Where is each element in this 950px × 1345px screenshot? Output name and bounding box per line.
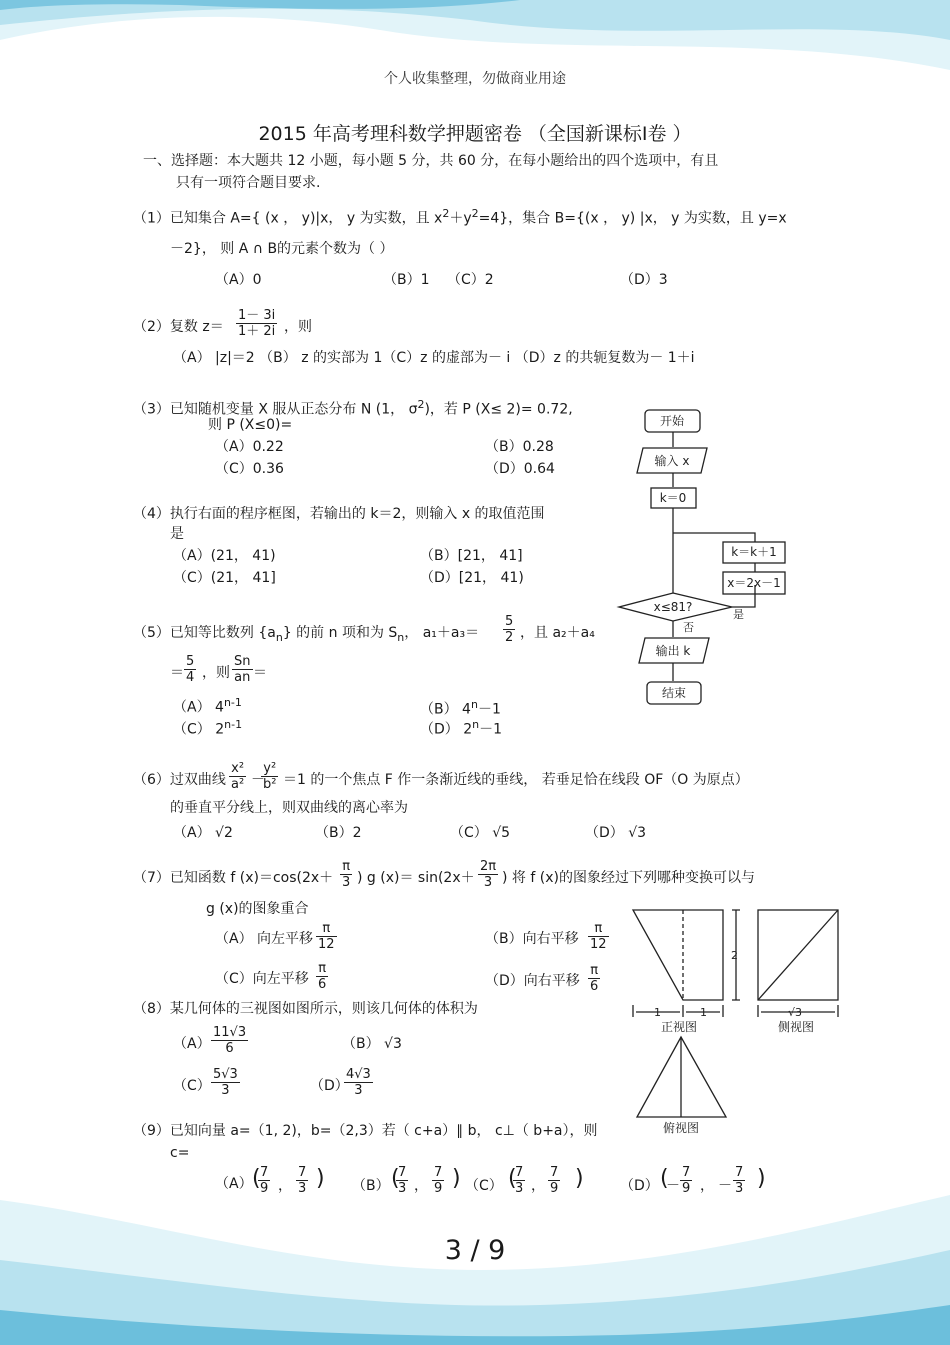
q9-option-d-label: （D） (620, 1178, 659, 1194)
q4-option-b: （B）[21， 41] (420, 548, 523, 564)
q3-option-b: （B）0.28 (485, 439, 554, 455)
flow-yes-label: 是 (733, 608, 744, 621)
q9-option-a-lparen: ( (252, 1166, 261, 1191)
flow-no-label: 否 (683, 621, 694, 634)
q7-option-b: （B）向右平移 (485, 931, 579, 947)
q9-option-b-rparen: ) (452, 1166, 461, 1191)
q6-tail: ＝1 的一个焦点 F 作一条渐近线的垂线， 若垂足恰在线段 OF（O 为原点） (283, 772, 749, 788)
q8-option-a-fraction: $\frac{11√3}{6}$ (213, 1025, 247, 1056)
q7-mid: ) g (x)＝ sin(2x＋ (357, 870, 475, 886)
flow-start-label: 开始 (659, 414, 685, 428)
q7-option-a-fraction: $\frac{\pi}{12}$ (318, 921, 335, 952)
q8-option-c: （C） (173, 1078, 211, 1094)
q5-and: ，且 a₂＋a₄ (520, 625, 595, 641)
q9-option-b-comma: ， (414, 1178, 428, 1194)
q5-eq2: ＝ (253, 665, 267, 681)
flow-init-label: k＝0 (659, 491, 687, 505)
q7-tail: ) 将 f (x)的图象经过下列哪种变换可以与 (502, 870, 755, 886)
q5-then: ，则 (202, 665, 230, 681)
q2-lead: （2）复数 z＝ (133, 319, 224, 335)
section-instructions-line1: 一、选择题：本大题共 12 小题，每小题 5 分，共 60 分，在每小题给出的四个选项中，有且 (143, 153, 719, 169)
three-view-drawing (628, 905, 843, 1140)
q4-line1: （4）执行右面的程序框图，若输出的 k＝2，则输入 x 的取值范围 (133, 506, 545, 522)
q9-option-a-frac2: $\frac{7}{3}$ (298, 1165, 307, 1196)
flow-x-update-label: x＝2x－1 (727, 576, 781, 590)
q9-option-c-comma: ， (531, 1178, 545, 1194)
q9-line2: c= (170, 1145, 190, 1161)
flow-k-update-label: k＝k＋1 (731, 545, 777, 559)
flow-output-label: 输出 k (655, 644, 691, 658)
q3-option-a: （A）0.22 (215, 439, 284, 455)
q9-option-b-lparen: ( (391, 1166, 400, 1191)
q5-fraction-3: $\frac{Sn}{an}$ (234, 654, 251, 685)
q7-option-a: （A） 向左平移 (215, 931, 314, 947)
q5-fraction-1: $\frac{5}{2}$ (505, 614, 514, 645)
q5-fraction-2: $\frac{5}{4}$ (186, 654, 195, 685)
top-view-caption: 俯视图 (663, 1121, 700, 1135)
q8-option-d-fraction: $\frac{4√3}{3}$ (346, 1067, 371, 1098)
view-width-1-label: 1 (654, 1006, 661, 1019)
q9-option-a-label: （A） (215, 1176, 253, 1192)
q4-option-c: （C）(21， 41] (173, 570, 276, 586)
q7-option-c-fraction: $\frac{\pi}{6}$ (318, 961, 327, 992)
front-view-caption: 正视图 (661, 1020, 698, 1034)
q2-options: （A） |z|＝2 （B） z 的实部为 1（C）z 的虚部为－ i （D）z 的共轭复数为－ 1＋i (173, 350, 695, 366)
q6-fraction-x: $\frac{\text{x²}}{\text{a²}}$ (231, 761, 245, 792)
flow-condition-label: x≤81? (653, 600, 693, 614)
q6-option-d: （D） √3 (585, 825, 647, 841)
side-view-caption: 侧视图 (778, 1020, 815, 1034)
q7-fraction-2: $\frac{2\pi}{3}$ (480, 859, 497, 890)
view-height-label: 2 (731, 949, 738, 962)
q1-option-d: （D）3 (620, 272, 668, 288)
q1-option-b: （B）1 (383, 272, 430, 288)
q9-option-b-frac1: $\frac{7}{3}$ (398, 1165, 407, 1196)
section-instructions-line2: 只有一项符合题目要求. (176, 175, 321, 191)
q9-option-b-frac2: $\frac{7}{9}$ (434, 1165, 443, 1196)
q7-line2: g (x)的图象重合 (206, 901, 309, 917)
q9-option-d-comma: ， (700, 1178, 714, 1194)
q6-fraction-y: $\frac{\text{y²}}{\text{b²}}$ (263, 761, 277, 792)
q9-line1: （9）已知向量 a=（1, 2)，b=（2,3）若（ c+a）∥ b， c⊥（ b+a），则 (133, 1123, 598, 1139)
q9-option-c-lparen: ( (508, 1166, 517, 1191)
q9-option-c-frac2: $\frac{7}{9}$ (550, 1165, 559, 1196)
q6-option-b: （B）2 (315, 825, 362, 841)
q9-option-d-rparen: ) (757, 1166, 766, 1191)
q9-option-a-comma: ， (278, 1178, 292, 1194)
q9-option-d-neg2: － (718, 1178, 732, 1194)
q9-option-d-neg1: － (666, 1178, 680, 1194)
program-flowchart (615, 405, 795, 710)
q2-tail: ，则 (284, 319, 312, 335)
q3-line1: （3）已知随机变量 X 服从正态分布 N (1， $\sigma^2$)，若 P (X≤ 2)= 0.72, (133, 398, 573, 418)
q9-option-b-label: （B） (352, 1178, 390, 1194)
q6-option-a: （A） √2 (173, 825, 233, 841)
flow-end-label: 结束 (661, 686, 687, 700)
flow-input-label: 输入 x (654, 454, 690, 468)
q4-option-a: （A）(21， 41) (173, 548, 276, 564)
q8-option-d: （D） (310, 1078, 349, 1094)
q9-option-a-frac1: $\frac{7}{9}$ (260, 1165, 269, 1196)
page-title: 2015 年高考理科数学押题密卷 （全国新课标Ⅰ卷 ） (258, 123, 692, 145)
q9-option-a-rparen: ) (316, 1166, 325, 1191)
q7-option-b-fraction: $\frac{\pi}{12}$ (590, 921, 607, 952)
q9-option-d-frac2: $\frac{7}{3}$ (735, 1165, 744, 1196)
q6-lead: （6）过双曲线 (133, 772, 226, 788)
q4-option-d: （D）[21， 41) (420, 570, 524, 586)
q7-option-d-fraction: $\frac{\pi}{6}$ (590, 963, 599, 994)
q1-line1: （1）已知集合 A={ (x ， y)|x， y 为实数，且 $x^2+y^2=4$}，集合 B={(x ， y) |x， y 为实数，且 y=x (133, 207, 787, 227)
view-side-width-label: √3 (788, 1006, 803, 1019)
q1-option-a: （A）0 (215, 272, 262, 288)
q9-option-c-frac1: $\frac{7}{3}$ (515, 1165, 524, 1196)
q6-line2: 的垂直平分线上，则双曲线的离心率为 (170, 800, 408, 816)
q3-option-d: （D）0.64 (485, 461, 555, 477)
watermark-text: 个人收集整理，勿做商业用途 (384, 71, 566, 87)
q7-option-d: （D）向右平移 (485, 973, 580, 989)
q5-option-b: （B） $4^n-1$ (420, 698, 501, 718)
q7-option-c: （C）向左平移 (215, 971, 309, 987)
q6-option-c: （C） √5 (450, 825, 511, 841)
q8-option-b: （B） √3 (342, 1036, 402, 1052)
q5-option-a: （A） 4$^{n-1}$ (173, 696, 242, 716)
q9-option-d-lparen: ( (660, 1166, 669, 1191)
q2-fraction: $\frac{1- 3i}{1+ 2i}$ (238, 308, 276, 339)
q4-line2: 是 (170, 526, 184, 542)
q1-option-c: （C）2 (447, 272, 494, 288)
q5-option-c: （C） 2$^{n-1}$ (173, 718, 243, 738)
q9-option-d-frac1: $\frac{7}{9}$ (682, 1165, 691, 1196)
q8-option-c-fraction: $\frac{5√3}{3}$ (213, 1067, 238, 1098)
q8-line1: （8）某几何体的三视图如图所示，则该几何体的体积为 (133, 1001, 478, 1017)
q8-option-a: （A） (173, 1036, 211, 1052)
q5-line1: （5）已知等比数列 $\{a_n\}$ 的前 n 项和为 $S_n$， a₁＋a₃＝ (133, 625, 480, 644)
q7-lead: （7）已知函数 f (x)＝cos(2x＋ (133, 870, 334, 886)
q5-option-d: （D） $2^n-1$ (420, 718, 503, 738)
q9-option-c-rparen: ) (575, 1166, 584, 1191)
q6-minus: － (251, 772, 265, 788)
q3-option-c: （C）0.36 (215, 461, 284, 477)
q5-eq: ＝ (170, 665, 184, 681)
page-number: 3 / 9 (444, 1235, 506, 1266)
q1-line2: －2}， 则 A ∩ B的元素个数为（ ） (170, 241, 394, 257)
q9-option-c-label: （C） (465, 1178, 503, 1194)
view-width-2-label: 1 (700, 1006, 707, 1019)
q3-line2: 则 P (X≤0)= (208, 417, 293, 433)
q7-fraction-1: $\frac{\pi}{3}$ (342, 859, 351, 890)
